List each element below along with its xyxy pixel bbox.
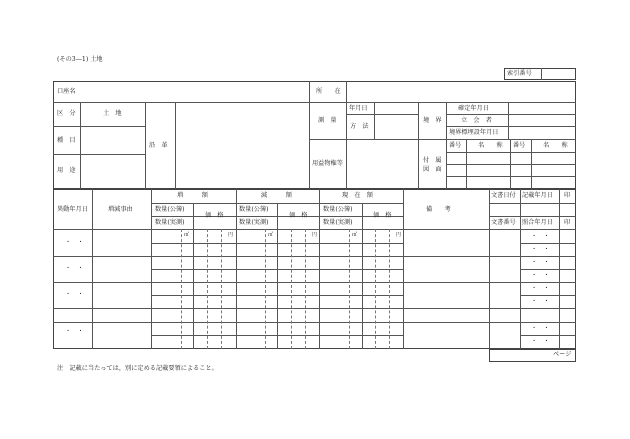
decrease-qty-public: 数量(公簿): [239, 206, 269, 213]
remarks-label: 備 考: [426, 206, 451, 213]
current-label: 現 在 額: [342, 192, 373, 199]
use-label: 用 途: [57, 167, 76, 174]
category-label: 区 分: [57, 110, 76, 117]
document-number-label: 文書番号: [491, 219, 516, 226]
survey-date-label: 年月日: [349, 105, 368, 112]
map-name-header-2: 名 称: [543, 142, 568, 149]
increase-sqm-unit: ㎡: [184, 232, 190, 238]
entry-date-dots: ・ ・: [531, 285, 550, 292]
decrease-yen-unit: 円: [312, 232, 318, 238]
survey-method-label: 方 法: [350, 123, 369, 130]
entry-date-dots: ・ ・: [531, 272, 550, 279]
attached-maps-label-2: 図 面: [423, 166, 442, 173]
map-number-header-2: 番号: [513, 142, 526, 149]
survey-label: 測 量: [318, 117, 337, 124]
increase-price: 価 格: [205, 212, 224, 219]
decrease-sqm-unit: ㎡: [268, 232, 274, 238]
current-qty-actual: 数量(実測): [323, 219, 353, 226]
current-qty-public: 数量(公簿): [323, 206, 353, 213]
reason-label: 増減事由: [108, 206, 133, 213]
attached-maps-label-1: 付 属: [423, 157, 442, 164]
entry-date-dots: ・ ・: [531, 338, 550, 345]
current-price: 価 格: [373, 212, 392, 219]
page-label: ページ: [553, 351, 572, 358]
increase-label: 増 額: [177, 192, 208, 199]
entry-date-label: 記載年月日: [522, 192, 553, 199]
increase-qty-actual: 数量(実測): [155, 219, 185, 226]
check-date-label: 照合年月日: [522, 219, 553, 226]
account-name-label: 口座名: [57, 88, 76, 95]
witness-label: 立 会 者: [461, 117, 492, 124]
decrease-price: 価 格: [289, 212, 308, 219]
entry-date-dots: ・ ・: [531, 325, 550, 332]
entry-date-dots: ・ ・: [531, 259, 550, 266]
increase-qty-public: 数量(公簿): [155, 206, 185, 213]
category-value: 土 地: [103, 110, 122, 117]
row-date-dots: ・ ・: [65, 291, 84, 298]
seal-label-1: 印: [564, 192, 571, 199]
increase-yen-unit: 円: [228, 232, 234, 238]
confirm-date-label: 確定年月日: [458, 105, 489, 112]
decrease-qty-actual: 数量(実測): [239, 219, 269, 226]
decrease-label: 減 額: [261, 192, 292, 199]
entry-date-dots: ・ ・: [531, 298, 550, 305]
row-date-dots: ・ ・: [65, 328, 84, 335]
rights-label: 用益物権等: [312, 160, 343, 167]
boundary-label: 境 界: [423, 117, 442, 124]
change-date-label: 異動年月日: [57, 206, 88, 213]
seal-label-2: 印: [564, 219, 571, 226]
map-name-header-1: 名 称: [478, 142, 503, 149]
index-number-label: 索引番号: [507, 70, 532, 77]
document-date-label: 文書日付: [491, 192, 516, 199]
current-sqm-unit: ㎡: [352, 232, 358, 238]
row-date-dots: ・ ・: [65, 265, 84, 272]
current-yen-unit: 円: [396, 232, 402, 238]
land-type-label: 種 目: [57, 137, 76, 144]
note-text: 注 記載に当たっては，別に定める記載要領によること。: [57, 365, 218, 372]
map-number-header-1: 番号: [449, 142, 462, 149]
form-title: (その3—1) 土地: [57, 56, 103, 63]
history-label: 沿 革: [149, 142, 168, 149]
row-date-dots: ・ ・: [65, 239, 84, 246]
location-label: 所 在: [316, 88, 341, 95]
boundary-marker-date-label: 境界標埋設年月日: [449, 129, 499, 136]
entry-date-dots: ・ ・: [531, 246, 550, 253]
entry-date-dots: ・ ・: [531, 233, 550, 240]
